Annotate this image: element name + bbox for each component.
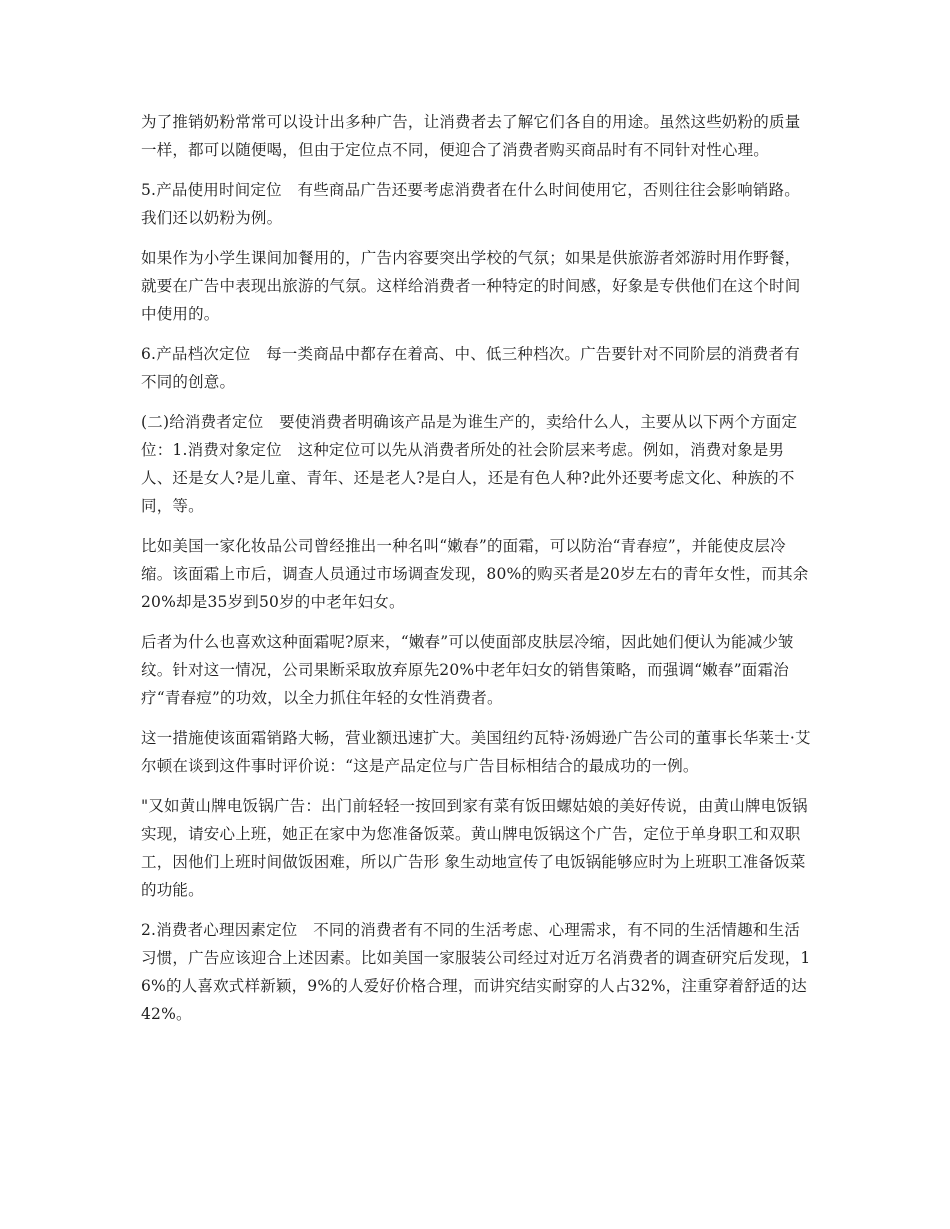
- document-body: [141, 108, 813, 1040]
- paragraph-product-grade-positioning: 6.产品档次定位 每一类商品中都存在着高、中、低三种档次。广告要针对不同阶层的消费者有不同的创意。: [141, 345, 800, 391]
- paragraph-usage-time-example: 如果作为小学生课间加餐用的，广告内容要突出学校的气氛；如果是供旅游者郊游时用作野餐，就要在广告中表现出旅游的气氛。这样给消费者一种特定的时间感，好象是专供他们在这个时间中使用的。: [141, 249, 801, 323]
- paragraph-usage-time-positioning: 5.产品使用时间定位 有些商品广告还要考虑消费者在什么时间使用它，否则往往会影响销路。 我们还以奶粉为例。: [141, 181, 808, 227]
- paragraph-face-cream-example: 比如美国一家化妆品公司曾经推出一种名叫“嫩春”的面霜，可以防治“青春痘”，并能使皮层冷缩。该面霜上市后，调查人员通过市场调查发现，80%的购买者是20岁左右的青年女性，而其余20%却是35岁到50岁的中老年妇女。: [141, 537, 809, 611]
- paragraph-face-cream-strategy: 后者为什么也喜欢这种面霜呢?原来，“嫩春”可以使面部皮肤层冷缩，因此她们便认为能减少皱纹。针对这一情况，公司果断采取放弃原先20%中老年妇女的销售策略，而强调“嫩春”面霜治疗“青春痘”的功效，以全力抓住年轻的女性消费者。: [141, 633, 794, 707]
- paragraph-face-cream-result: 这一措施使该面霜销路大畅，营业额迅速扩大。美国纽约瓦特·汤姆逊广告公司的董事长华莱士·艾尔顿在谈到这件事时评价说：“这是产品定位与广告目标相结合的最成功的一例。: [141, 729, 811, 775]
- paragraph-psychology-positioning: 2.消费者心理因素定位 不同的消费者有不同的生活考虑、心理需求，有不同的生活情趣和生活习惯，广告应该迎合上述因素。比如美国一家服装公司经过对近万名消费者的调查研究后发现，16%的人喜欢式样新颖，9%的人爱好价格合理，而讲究结实耐穿的人占32%，注重穿着舒适的达42%。: [141, 921, 811, 1023]
- paragraph-consumer-positioning: (二)给消费者定位 要使消费者明确该产品是为谁生产的，卖给什么人，主要从以下两个方面定位：1.消费对象定位 这种定位可以先从消费者所处的社会阶层来考虑。例如，消费对象是男人、还是女人?是儿童、青年、还是老人?是白人，还是有色人种?此外还要考虑文化、种族的不同，等。: [141, 413, 798, 515]
- paragraph-rice-cooker-example: "又如黄山牌电饭锅广告：出门前轻轻一按回到家有菜有饭田螺姑娘的美好传说，由黄山牌电饭锅实现，请安心上班，她正在家中为您准备饭菜。黄山牌电饭锅这个广告，定位于单身职工和双职工，因他们上班时间做饭困难，所以广告形 象生动地宣传了电饭锅能够应时为上班职工准备饭菜的功能。: [141, 797, 808, 899]
- paragraph-milk-powder-intro: 为了推销奶粉常常可以设计出多种广告，让消费者去了解它们各自的用途。虽然这些奶粉的质量一样，都可以随便喝，但由于定位点不同，便迎合了消费者购买商品时有不同针对性心理。: [141, 113, 801, 159]
